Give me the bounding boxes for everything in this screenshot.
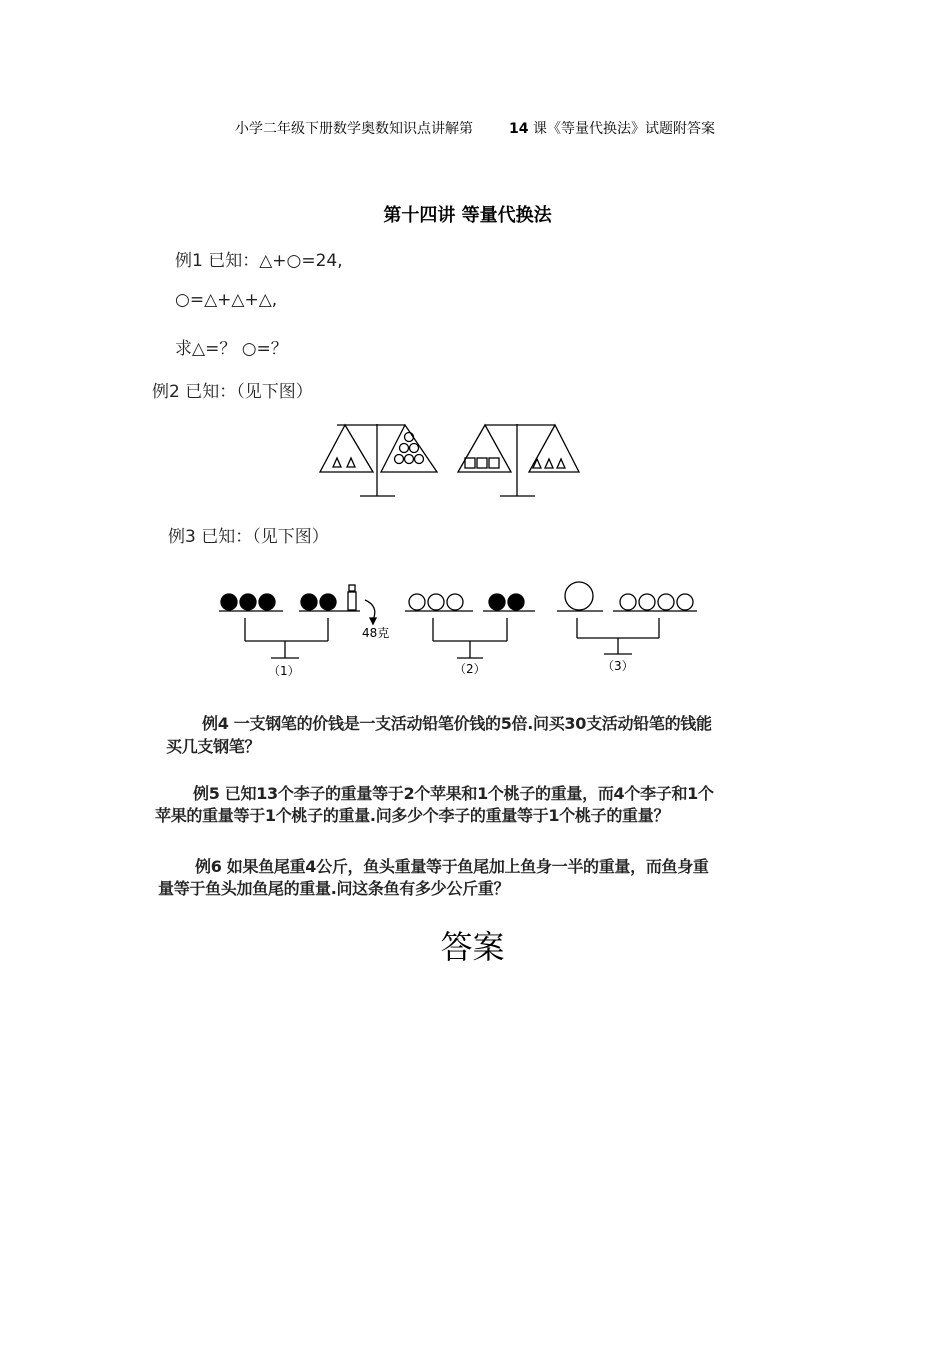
balance-scale-left (320, 424, 437, 496)
example3-text: 例3 已知：（见下图） (168, 527, 329, 547)
example5-line1: 例5 已知13个李子的重量等于2个苹果和1个桃子的重量，而4个李子和1个 (193, 784, 714, 803)
weight-label: 48克 (362, 626, 390, 640)
example5-line2: 苹果的重量等于1个桃子的重量.问多少个李子的重量等于1个桃子的重量？ (155, 806, 670, 825)
answer-heading: 答案 (440, 928, 505, 966)
header-lesson-number: 14 (509, 121, 529, 137)
balance-3-label: （3） (602, 659, 634, 673)
example6-line1: 例6 如果鱼尾重4公斤，鱼头重量等于鱼尾加上鱼身一半的重量，而鱼身重 (195, 857, 709, 876)
balance-2 (405, 594, 535, 658)
example1-line3: 求△=？ ○=？ (175, 339, 288, 359)
balance-1 (219, 585, 376, 658)
balance-3 (557, 582, 697, 654)
example1-line1: 例1 已知：△+○=24, (175, 251, 343, 271)
example1-line2: ○=△+△+△, (175, 290, 278, 310)
example4-line2: 买几支钢笔？ (166, 737, 261, 756)
document-header (0, 118, 950, 138)
header-text-part3: 课《等量代换法》试题附答案 (532, 121, 715, 137)
example4-line1: 例4 一支钢笔的价钱是一支活动铅笔价钱的5倍.问买30支活动铅笔的钱能 (202, 714, 712, 733)
balance-2-label: （2） (454, 662, 486, 676)
header-text-part1: 小学二年级下册数学奥数知识点讲解第 (235, 121, 474, 137)
example6-line2: 量等于鱼头加鱼尾的重量.问这条鱼有多少公斤重？ (158, 879, 510, 898)
example2-text: 例2 已知：（见下图） (152, 382, 313, 402)
example2-balance-figure (315, 420, 585, 500)
balance-1-label: （1） (268, 664, 300, 678)
lecture-title: 第十四讲 等量代换法 (383, 205, 552, 226)
balance-scale-right (458, 424, 579, 496)
